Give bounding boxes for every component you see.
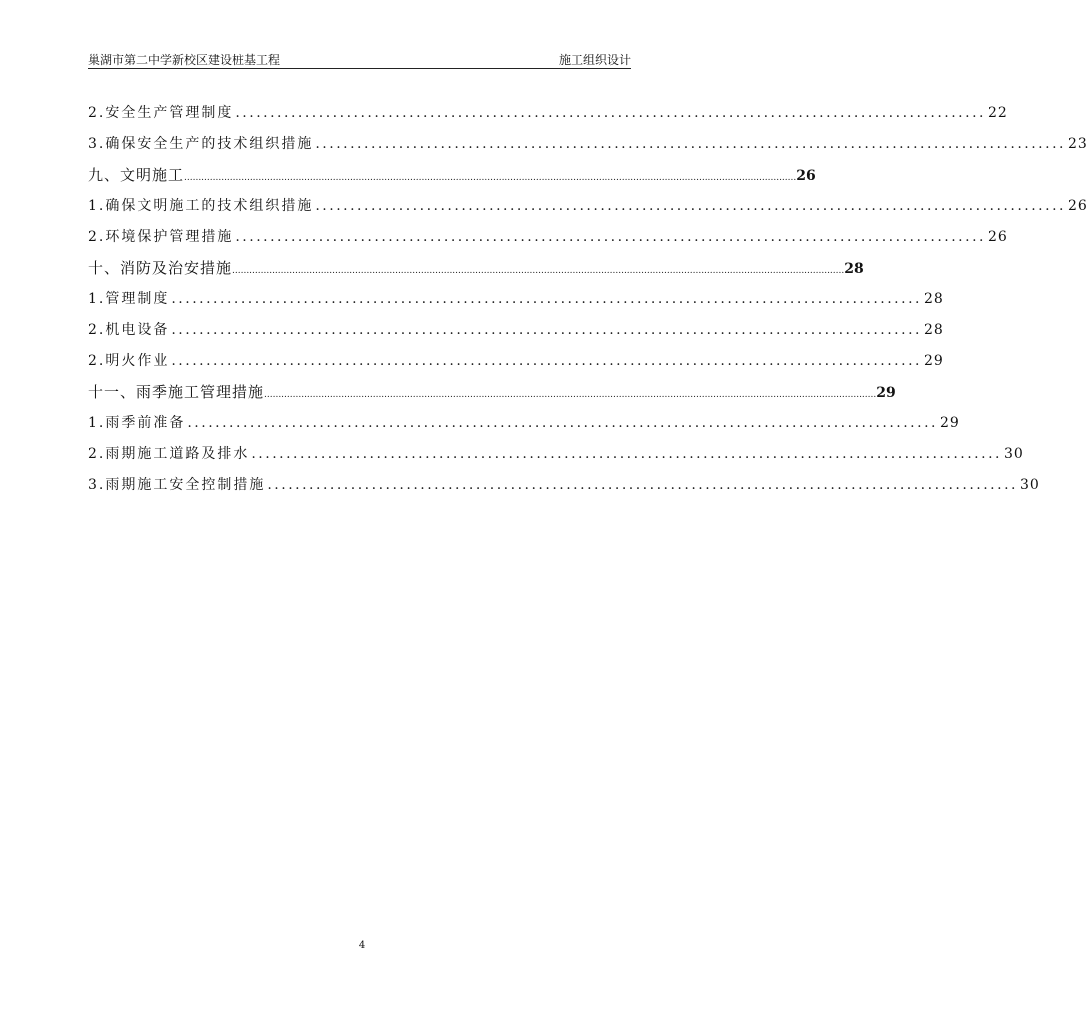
- toc-entry-title: 2.环境保护管理措施: [88, 229, 234, 245]
- toc-leader-dots: ............................................................................................................: [235, 229, 986, 245]
- toc-entry-page: 28: [923, 322, 944, 338]
- toc-leader-dots: ............................................................................................................: [251, 446, 1002, 462]
- toc-entry-page: 30: [1019, 477, 1040, 493]
- header-project-title: 巢湖市第二中学新校区建设桩基工程: [88, 53, 281, 67]
- toc-entry-title: 3.确保安全生产的技术组织措施: [88, 136, 314, 152]
- toc-leader-dots: ......................................................................................................................................................................................................................: [232, 266, 845, 276]
- toc-entry-title: 1.管理制度: [88, 291, 170, 307]
- toc-entry-page: 28: [844, 261, 864, 277]
- toc-leader-dots: ......................................................................................................................................................................................................................: [184, 173, 797, 183]
- toc-entry-page: 26: [796, 168, 816, 184]
- toc-entry[interactable]: [88, 129, 1088, 160]
- page-header: [88, 52, 631, 69]
- toc-entry-title: 九、文明施工: [88, 166, 185, 184]
- toc-entry[interactable]: [88, 191, 1088, 222]
- toc-entry-page: 22: [987, 105, 1008, 121]
- toc-entry-page: 29: [939, 415, 960, 431]
- header-document-type: 施工组织设计: [558, 53, 631, 67]
- toc-leader-dots: ............................................................................................................: [171, 291, 922, 307]
- toc-entry-title: 1.雨季前准备: [88, 415, 186, 431]
- toc-entry-page: 30: [1003, 446, 1024, 462]
- toc-entry[interactable]: [88, 98, 1008, 129]
- toc-entry-page: 29: [923, 353, 944, 369]
- toc-chapter-entry[interactable]: [88, 377, 896, 408]
- toc-leader-dots: ......................................................................................................................................................................................................................: [264, 390, 877, 400]
- toc-entry[interactable]: [88, 315, 944, 346]
- toc-chapter-entry[interactable]: [88, 253, 864, 284]
- toc-leader-dots: ............................................................................................................: [267, 477, 1018, 493]
- table-of-contents: [88, 98, 1088, 501]
- toc-entry-title: 十、消防及治安措施: [88, 259, 233, 277]
- toc-entry-title: 2.机电设备: [88, 322, 170, 338]
- toc-entry-title: 十一、雨季施工管理措施: [88, 383, 265, 401]
- toc-entry-title: 2.雨期施工道路及排水: [88, 446, 250, 462]
- page-number: 4: [358, 940, 366, 951]
- toc-entry-title: 1.确保文明施工的技术组织措施: [88, 198, 314, 214]
- toc-entry-page: 23: [1067, 136, 1088, 152]
- toc-entry-title: 2.明火作业: [88, 353, 170, 369]
- toc-entry-title: 2.安全生产管理制度: [88, 105, 234, 121]
- toc-entry-page: 29: [876, 385, 896, 401]
- toc-entry[interactable]: [88, 346, 944, 377]
- toc-leader-dots: ............................................................................................................: [315, 136, 1066, 152]
- toc-entry[interactable]: [88, 284, 944, 315]
- toc-entry[interactable]: [88, 439, 1024, 470]
- toc-leader-dots: ............................................................................................................: [315, 198, 1066, 214]
- toc-leader-dots: ............................................................................................................: [171, 322, 922, 338]
- toc-leader-dots: ............................................................................................................: [171, 353, 922, 369]
- toc-entry[interactable]: [88, 222, 1008, 253]
- toc-entry[interactable]: [88, 408, 960, 439]
- toc-entry-page: 28: [923, 291, 944, 307]
- toc-entry-title: 3.雨期施工安全控制措施: [88, 477, 266, 493]
- toc-leader-dots: ............................................................................................................: [235, 105, 986, 121]
- toc-leader-dots: ............................................................................................................: [187, 415, 938, 431]
- toc-chapter-entry[interactable]: [88, 160, 816, 191]
- toc-entry[interactable]: [88, 470, 1040, 501]
- toc-entry-page: 26: [1067, 198, 1088, 214]
- toc-entry-page: 26: [987, 229, 1008, 245]
